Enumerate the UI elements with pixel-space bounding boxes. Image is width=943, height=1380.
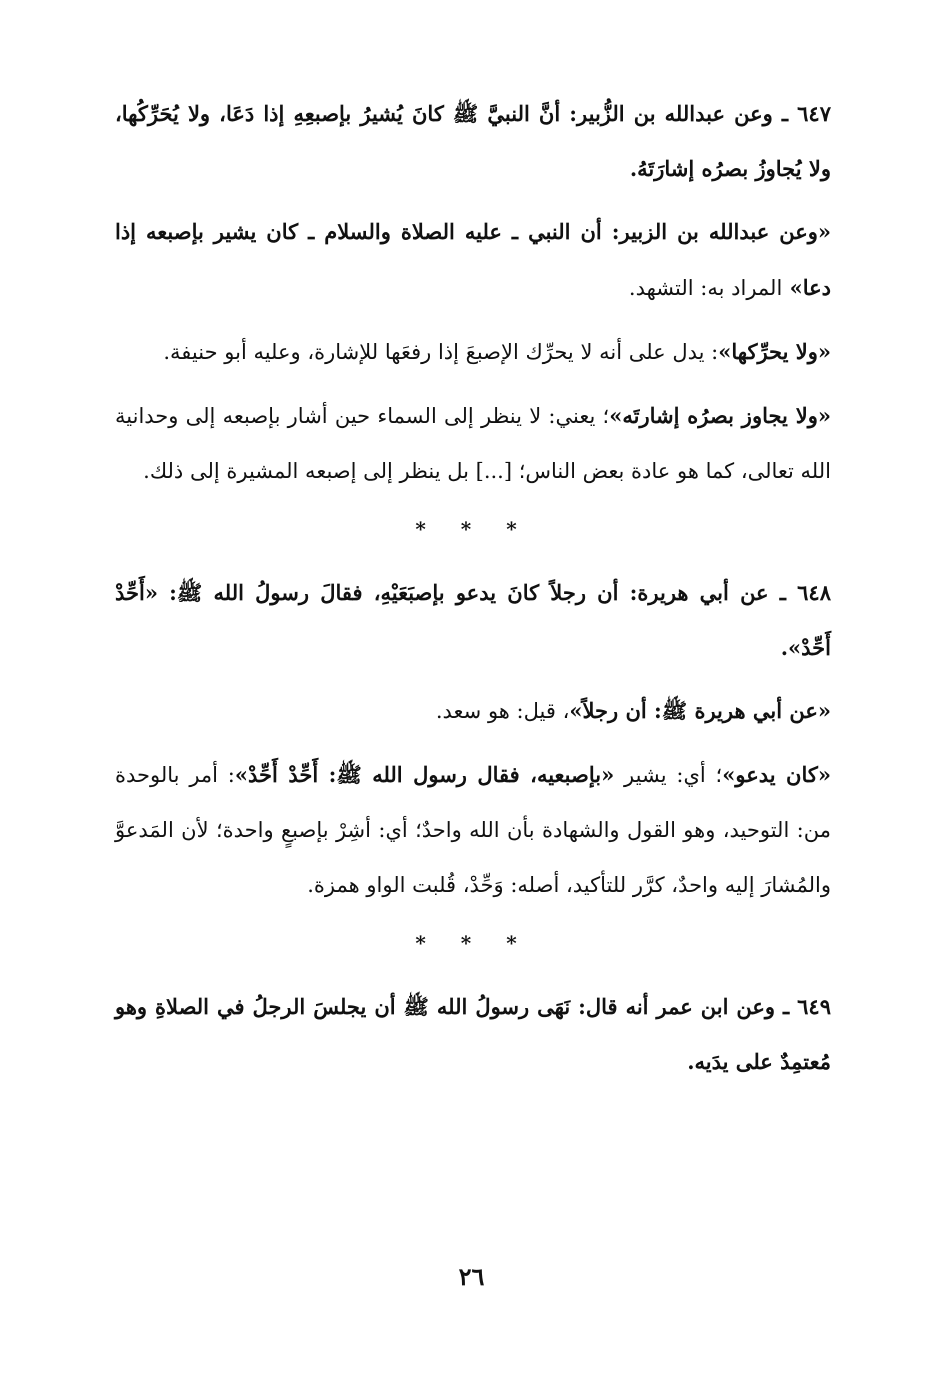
hadith-648: ٦٤٨ ـ عن أبي هريرة: أن رجلاً كانَ يدعو بإصبَعَيْهِ، فقالَ رسولُ الله ﷺ: «أَحِّدْ أَحِّدْ». <box>115 580 831 660</box>
hadith-647: ٦٤٧ ـ وعن عبدالله بن الزُّبير: أنَّ النبيَّ ﷺ كانَ يُشيرُ بإصبعِهِ إذا دَعَا، ولا يُحَرِّكُها، ولا يُجاوزُ بصرُه إشارَتَهُ. <box>115 101 831 181</box>
hadith-649: ٦٤٩ ـ وعن ابن عمر أنه قال: نَهَى رسولُ الله ﷺ أن يجلسَ الرجلُ في الصلاةِ وهو مُعتمِدٌ على يدَيه. <box>115 994 831 1074</box>
commentary-648-2: «كان يدعو»؛ أي: يشير «بإصبعيه، فقال رسول الله ﷺ: أَحِّدْ أَحِّدْ»: أمر بالوحدة من: التوحيد، وهو القول والشهادة بأن الله واحدٌ؛ أي: أشِرْ بإصبعٍ واحدة؛ لأن المَدعوَّ والمُشارَ إليه واحدٌ، كرَّر للتأكيد، أصله: وَحِّدْ، قُلبت الواو همزة. <box>115 762 831 897</box>
page-number: ٢٦ <box>458 1262 485 1291</box>
commentary-647-3: «ولا يجاوز بصرُه إشارتَه»؛ يعني: لا ينظر إلى السماء حين أشار بإصبعه إلى وحدانية الله تعالى، كما هو عادة بعض الناس؛ [...] بل ينظر إلى إصبعه المشيرة إلى ذلك. <box>115 403 831 483</box>
commentary-647-1: «وعن عبدالله بن الزبير: أن النبي ـ عليه الصلاة والسلام ـ كان يشير بإصبعه إذا دعا» المراد به: التشهد. <box>115 219 831 300</box>
commentary-648-1: «عن أبي هريرة ﷺ: أن رجلاً»، قيل: هو سعد. <box>435 698 831 723</box>
section-separator: * * * <box>415 517 531 541</box>
commentary-647-2: «ولا يحرِّكها»: يدل على أنه لا يحرِّك الإصبعَ إذا رفعَها للإشارة، وعليه أبو حنيفة. <box>163 339 831 364</box>
section-separator-2: * * * <box>415 931 531 955</box>
